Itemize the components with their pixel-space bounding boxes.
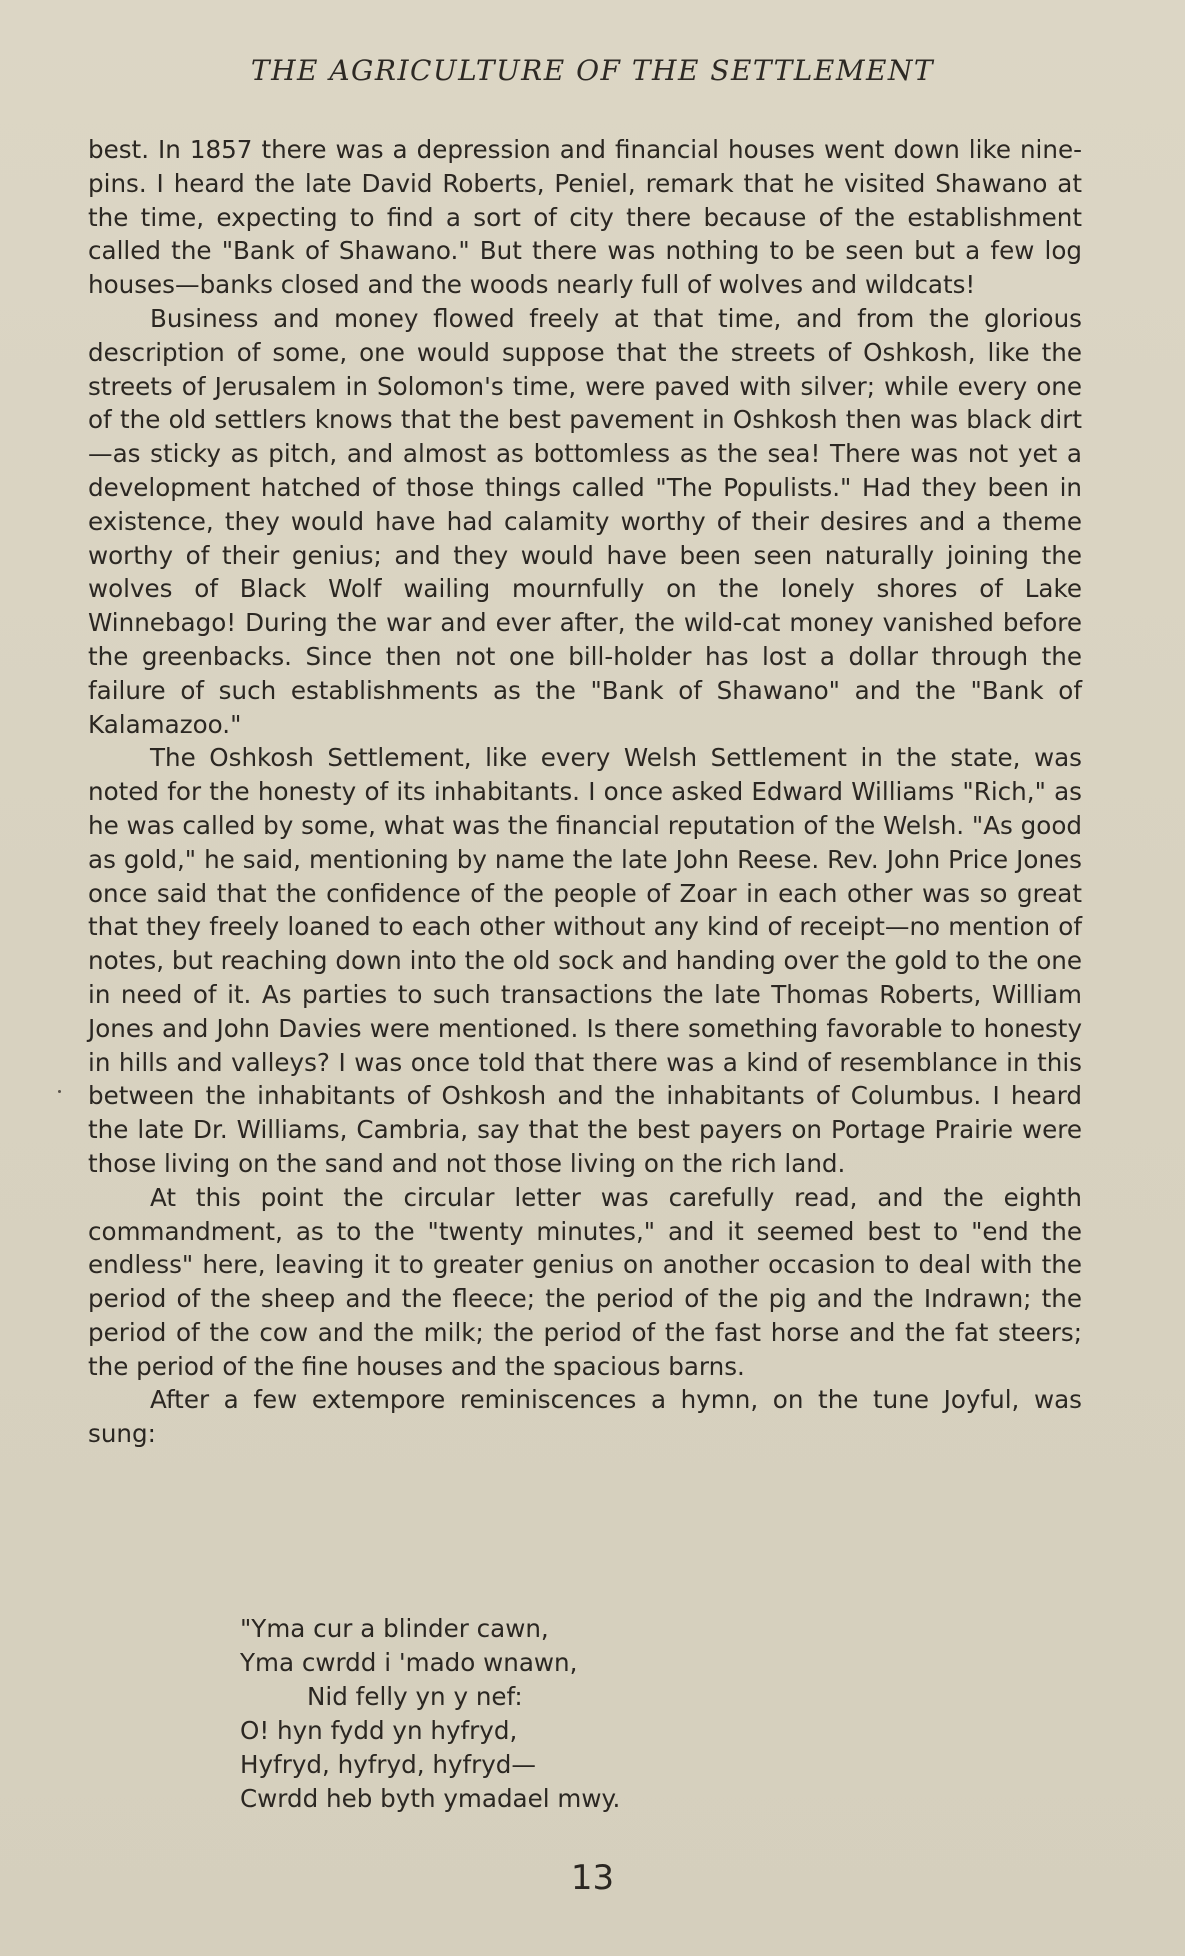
hymn-line: Yma cwrdd i 'mado wnawn, xyxy=(240,1648,578,1677)
paragraph-hymn-intro: After a few extempore reminiscences a hymn, on the tune Joyful, was sung: xyxy=(88,1385,1082,1449)
hymn-line: O! hyn fydd yn hyfryd, xyxy=(240,1716,518,1745)
hymn-line: "Yma cur a blinder cawn, xyxy=(240,1614,549,1643)
paragraph-circular-letter: At this point the circular letter was carefully read, and the eighth commandment, as to the "twenty minutes," and it seemed best to "end the endless" here, leaving it to greater genius on another occasion to deal with the period of the sheep and the fleece; the period of the pig and the Indrawn; the period of the cow and the milk; the period of the fast horse and the fat steers; the period of the fine houses and the spacious barns. xyxy=(88,1182,1082,1381)
body-text xyxy=(88,133,1082,1451)
margin-speck xyxy=(58,1090,61,1093)
paragraph-oshkosh-honesty: The Oshkosh Settlement, like every Welsh Settlement in the state, was noted for the honesty of its inhabitants. I once asked Edward Williams "Rich," as he was called by some, what was the financial reputation of the Welsh. "As good as gold," he said, mentioning by name the late John Reese. Rev. John Price Jones once said that the confidence of the people of Zoar in each other was so great that they freely loaned to each other without any kind of receipt—no mention of notes, but reaching down into the old sock and handing over the gold to the one in need of it. As parties to such transactions the late Thomas Roberts, William Jones and John Davies were mentioned. Is there something favorable to honesty in hills and valleys? I was once told that there was a kind of resemblance in this between the inhabitants of Oshkosh and the inhabitants of Columbus. I heard the late Dr. Williams, Cambria, say that the best payers on Portage Prairie were those living on the sand and not those living on the rich land. xyxy=(88,743,1082,1178)
hymn-line: Cwrdd heb byth ymadael mwy. xyxy=(240,1784,621,1813)
page-number: 13 xyxy=(570,1858,615,1898)
running-title: THE AGRICULTURE OF THE SETTLEMENT xyxy=(250,54,935,87)
hymn-line: Nid felly yn y nef: xyxy=(307,1682,523,1711)
paragraph-business-and-money: Business and money flowed freely at that time, and from the glorious description of some, one would suppose that the streets of Oshkosh, like the streets of Jerusalem in Solomon's time, were paved with silver; while every one of the old settlers knows that the best pavement in Oshkosh then was black dirt—as sticky as pitch, and almost as bottomless as the sea! There was not yet a development hatched of those things called "The Populists." Had they been in existence, they would have had calamity worthy of their desires and a theme worthy of their genius; and they would have been seen naturally joining the wolves of Black Wolf wailing mournfully on the lonely shores of Lake Winnebago! During the war and ever after, the wild-cat money vanished before the greenbacks. Since then not one bill-holder has lost a dollar through the failure of such establishments as the "Bank of Shawano" and the "Bank of Kalamazoo." xyxy=(88,303,1082,739)
hymn-line: Hyfryd, hyfryd, hyfryd— xyxy=(240,1750,537,1779)
paragraph-continuation: best. In 1857 there was a depression and financial houses went down like nine-pins. I heard the late David Roberts, Peniel, remark that he visited Shawano at the time, expecting to find a sort of city there because of the establishment called the "Bank of Shawano." But there was nothing to be seen but a few log houses—banks closed and the woods nearly full of wolves and wildcats! xyxy=(88,135,1082,300)
hymn-verse xyxy=(240,1612,620,1816)
